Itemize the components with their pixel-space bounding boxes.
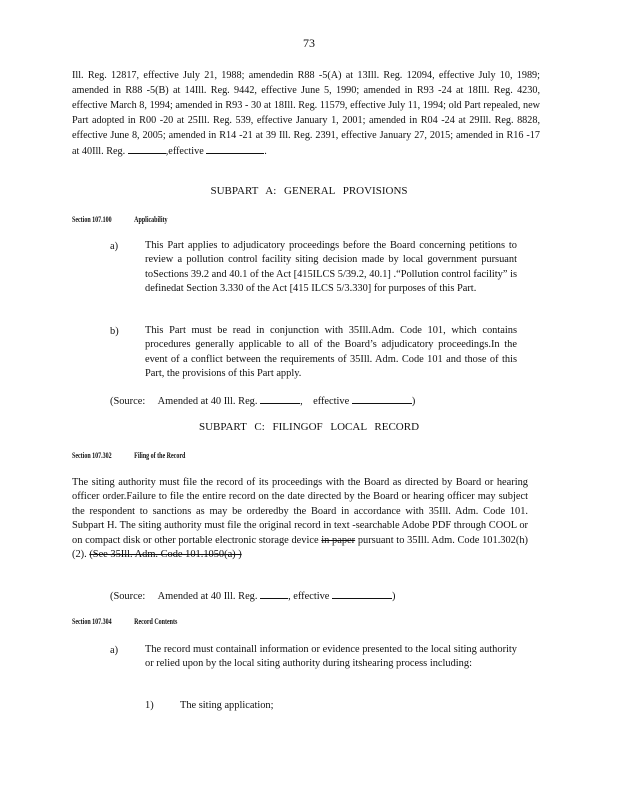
deleted-text: (See 35Ill. Adm. Code 101.1050(a) )	[89, 549, 242, 561]
para-b-text: This Part must be read in conjunction with 35Ill.Adm. Code 101, which contains procedures generally applicable to all of the Board’s adjudicatory proceedings.In the event of a conflict between the requirements of 35Ill. Adm. Code 101 and those of this Part, the provisions of this Part apply.	[145, 325, 517, 380]
section-number: Section 107.302	[72, 451, 112, 460]
source-amended: Amended at 40 Ill. Reg.	[157, 396, 258, 407]
item-1-label: 1)	[145, 700, 154, 711]
source-note	[72, 68, 540, 159]
para-a-label: a)	[110, 241, 119, 252]
source-close: )	[411, 396, 416, 407]
subpart-a-heading: SUBPART A: GENERAL PROVISIONS	[210, 185, 408, 197]
blank-line	[260, 588, 288, 599]
para-302-after: pursuant to 35Ill. Adm. Code 101.302(h)(2).	[72, 534, 528, 561]
section-title: Applicability	[134, 215, 168, 224]
blank-line	[332, 588, 392, 599]
blank-line	[260, 393, 300, 404]
section-number: Section 107.304	[72, 617, 112, 626]
blank-line	[352, 393, 412, 404]
page-number: 73	[303, 36, 315, 50]
source-comma: ,	[300, 396, 303, 407]
item-1-text: The siting application;	[180, 700, 274, 711]
blank-line	[206, 143, 264, 154]
para-a-text: This Part applies to adjudicatory proceedings before the Board concerning petitions to review a pollution control facility siting decision made by local government pursuant toSections 39.2 and 40.1 of the Act [415ILCS 5/39.2, 40.1] .“Pollution control facility” is definedat Section 3.330 of the Act [415 ILCS 5/3.330] for purposes of this Part.	[145, 240, 517, 295]
source-note-text: Ill. Reg. 12817, effective July 21, 1988; amendedin R88 -5(A) at 13Ill. Reg. 12094, effective July 10, 1989; amended in R88 -5(B) at 14Ill. Reg. 9442, effective June 5, 1990; amended in R93 -24 at 18Ill. Reg. 4230, effective March 8, 1994; amended in R93 - 30 at 18Ill. Reg. 11579, effective July 11, 1994; old Part repealed, new Part adopted in R00 -20 at 25Ill. Reg. 539, effective January 1, 2001; amended in R04 -24 at 29Ill. Reg. 8828, effective June 8, 2005; amended in R14 -21 at 39 Ill. Reg. 2391, effective January 27, 2015; amended in R16 -17 at 40Ill. Reg.	[72, 70, 540, 157]
para-302-text	[72, 476, 528, 562]
source-line-2	[110, 588, 396, 602]
section-107-100-heading	[72, 215, 168, 224]
source-note-effective: ,effective	[165, 146, 204, 157]
para-304-a-text: The record must containall information or evidence presented to the local siting authority or relied upon by the local siting authority during itshearing process including:	[145, 644, 517, 670]
section-107-304-heading	[72, 617, 177, 626]
source-amended: Amended at 40 Ill. Reg.	[157, 591, 258, 602]
section-107-302-heading	[72, 451, 185, 460]
section-title: Record Contents	[134, 617, 178, 626]
source-effective: , effective	[288, 591, 330, 602]
section-number: Section 107.100	[72, 215, 112, 224]
subpart-c-heading: SUBPART C: FILINGOF LOCAL RECORD	[198, 421, 420, 433]
source-prefix: (Source:	[110, 591, 146, 602]
source-close: )	[392, 591, 396, 602]
blank-line	[128, 143, 166, 154]
source-line-1	[110, 393, 415, 407]
source-note-period: .	[264, 146, 267, 157]
source-prefix: (Source:	[110, 396, 146, 407]
para-304-a-label: a)	[110, 645, 119, 656]
para-b-label: b)	[110, 326, 119, 337]
deleted-text: in paper	[321, 534, 356, 546]
para-302-main: The siting authority must file the record of its proceedings with the Board as directed by Board or hearing officer order.Failure to file the entire record on the date directed by the Board or hearing officer may subject the respondent to sanctions as may be orderedby the Board in accordance with 35Ill. Adm. Code 101. Subpart H. The siting authority must file the original record in text -searchable Adobe PDF through COOL or on compact disk or other portable electronic storage device	[72, 477, 528, 546]
section-title: Filing of the Record	[134, 451, 186, 460]
source-effective: effective	[313, 396, 350, 407]
